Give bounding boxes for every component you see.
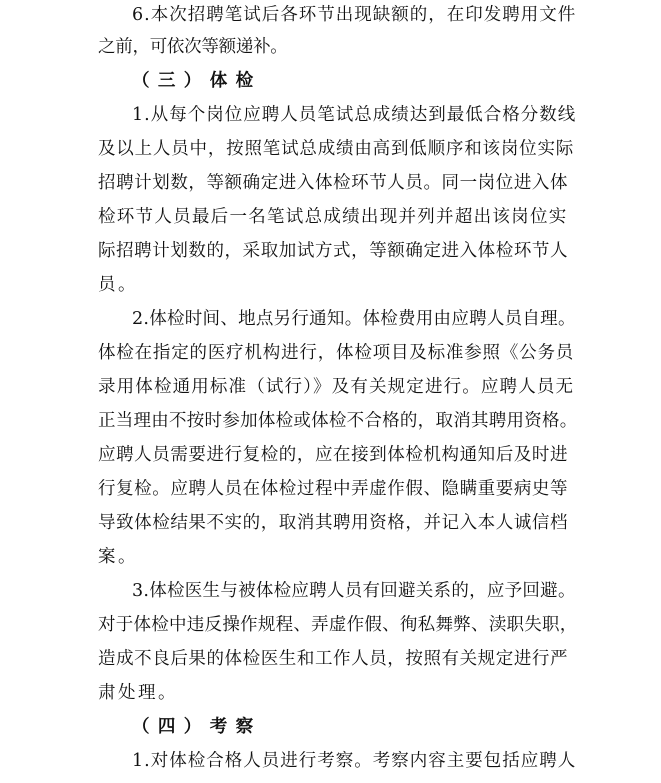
text-line: 行复检。应聘人员在体检过程中弄虚作假、隐瞒重要病史等 [98, 479, 569, 499]
text-line: 1.从每个岗位应聘人员笔试总成绩达到最低合格分数线 [132, 105, 577, 125]
text-line: 案。 [98, 547, 138, 567]
text-line: 招聘计划数，等额确定进入体检环节人员。同一岗位进入体 [98, 173, 569, 193]
text-line: 之前，可依次等额递补。 [98, 37, 288, 57]
text-line: 际招聘计划数的，采取加试方式，等额确定进入体检环节人 [98, 241, 569, 261]
text-line: 1.对体检合格人员进行考察。考察内容主要包括应聘人 [132, 751, 577, 771]
text-line: 6.本次招聘笔试后各环节出现缺额的，在印发聘用文件 [132, 5, 577, 25]
text-line: 造成不良后果的体检医生和工作人员，按照有关规定进行严 [98, 649, 569, 669]
text-line: 应聘人员需要进行复检的，应在接到体检机构通知后及时进 [98, 445, 569, 465]
text-line: 体检在指定的医疗机构进行，体检项目及标准参照《公务员 [98, 343, 575, 363]
text-line: 员。 [98, 275, 138, 295]
text-line: 正当理由不按时参加体检或体检不合格的，取消其聘用资格。 [98, 411, 578, 431]
text-line: 3.体检医生与被体检应聘人员有回避关系的，应予回避。 [132, 581, 576, 601]
text-line: 录用体检通用标准（试行）》及有关规定进行。应聘人员无 [98, 377, 575, 397]
text-line: 对于体检中违反操作规程、弄虚作假、徇私舞弊、渎职失职， [98, 615, 578, 635]
section-heading-investigation: （四）考察 [132, 717, 262, 737]
text-line: 肃处理。 [98, 683, 178, 703]
section-heading-physical-exam: （三）体检 [132, 71, 262, 91]
text-line: 检环节人员最后一名笔试总成绩出现并列并超出该岗位实 [98, 207, 568, 227]
text-line: 2.体检时间、地点另行通知。体检费用由应聘人员自理。 [132, 309, 576, 329]
text-line: 导致体检结果不实的，取消其聘用资格，并记入本人诚信档 [98, 513, 569, 533]
text-line: 及以上人员中，按照笔试总成绩由高到低顺序和该岗位实际 [98, 139, 575, 159]
